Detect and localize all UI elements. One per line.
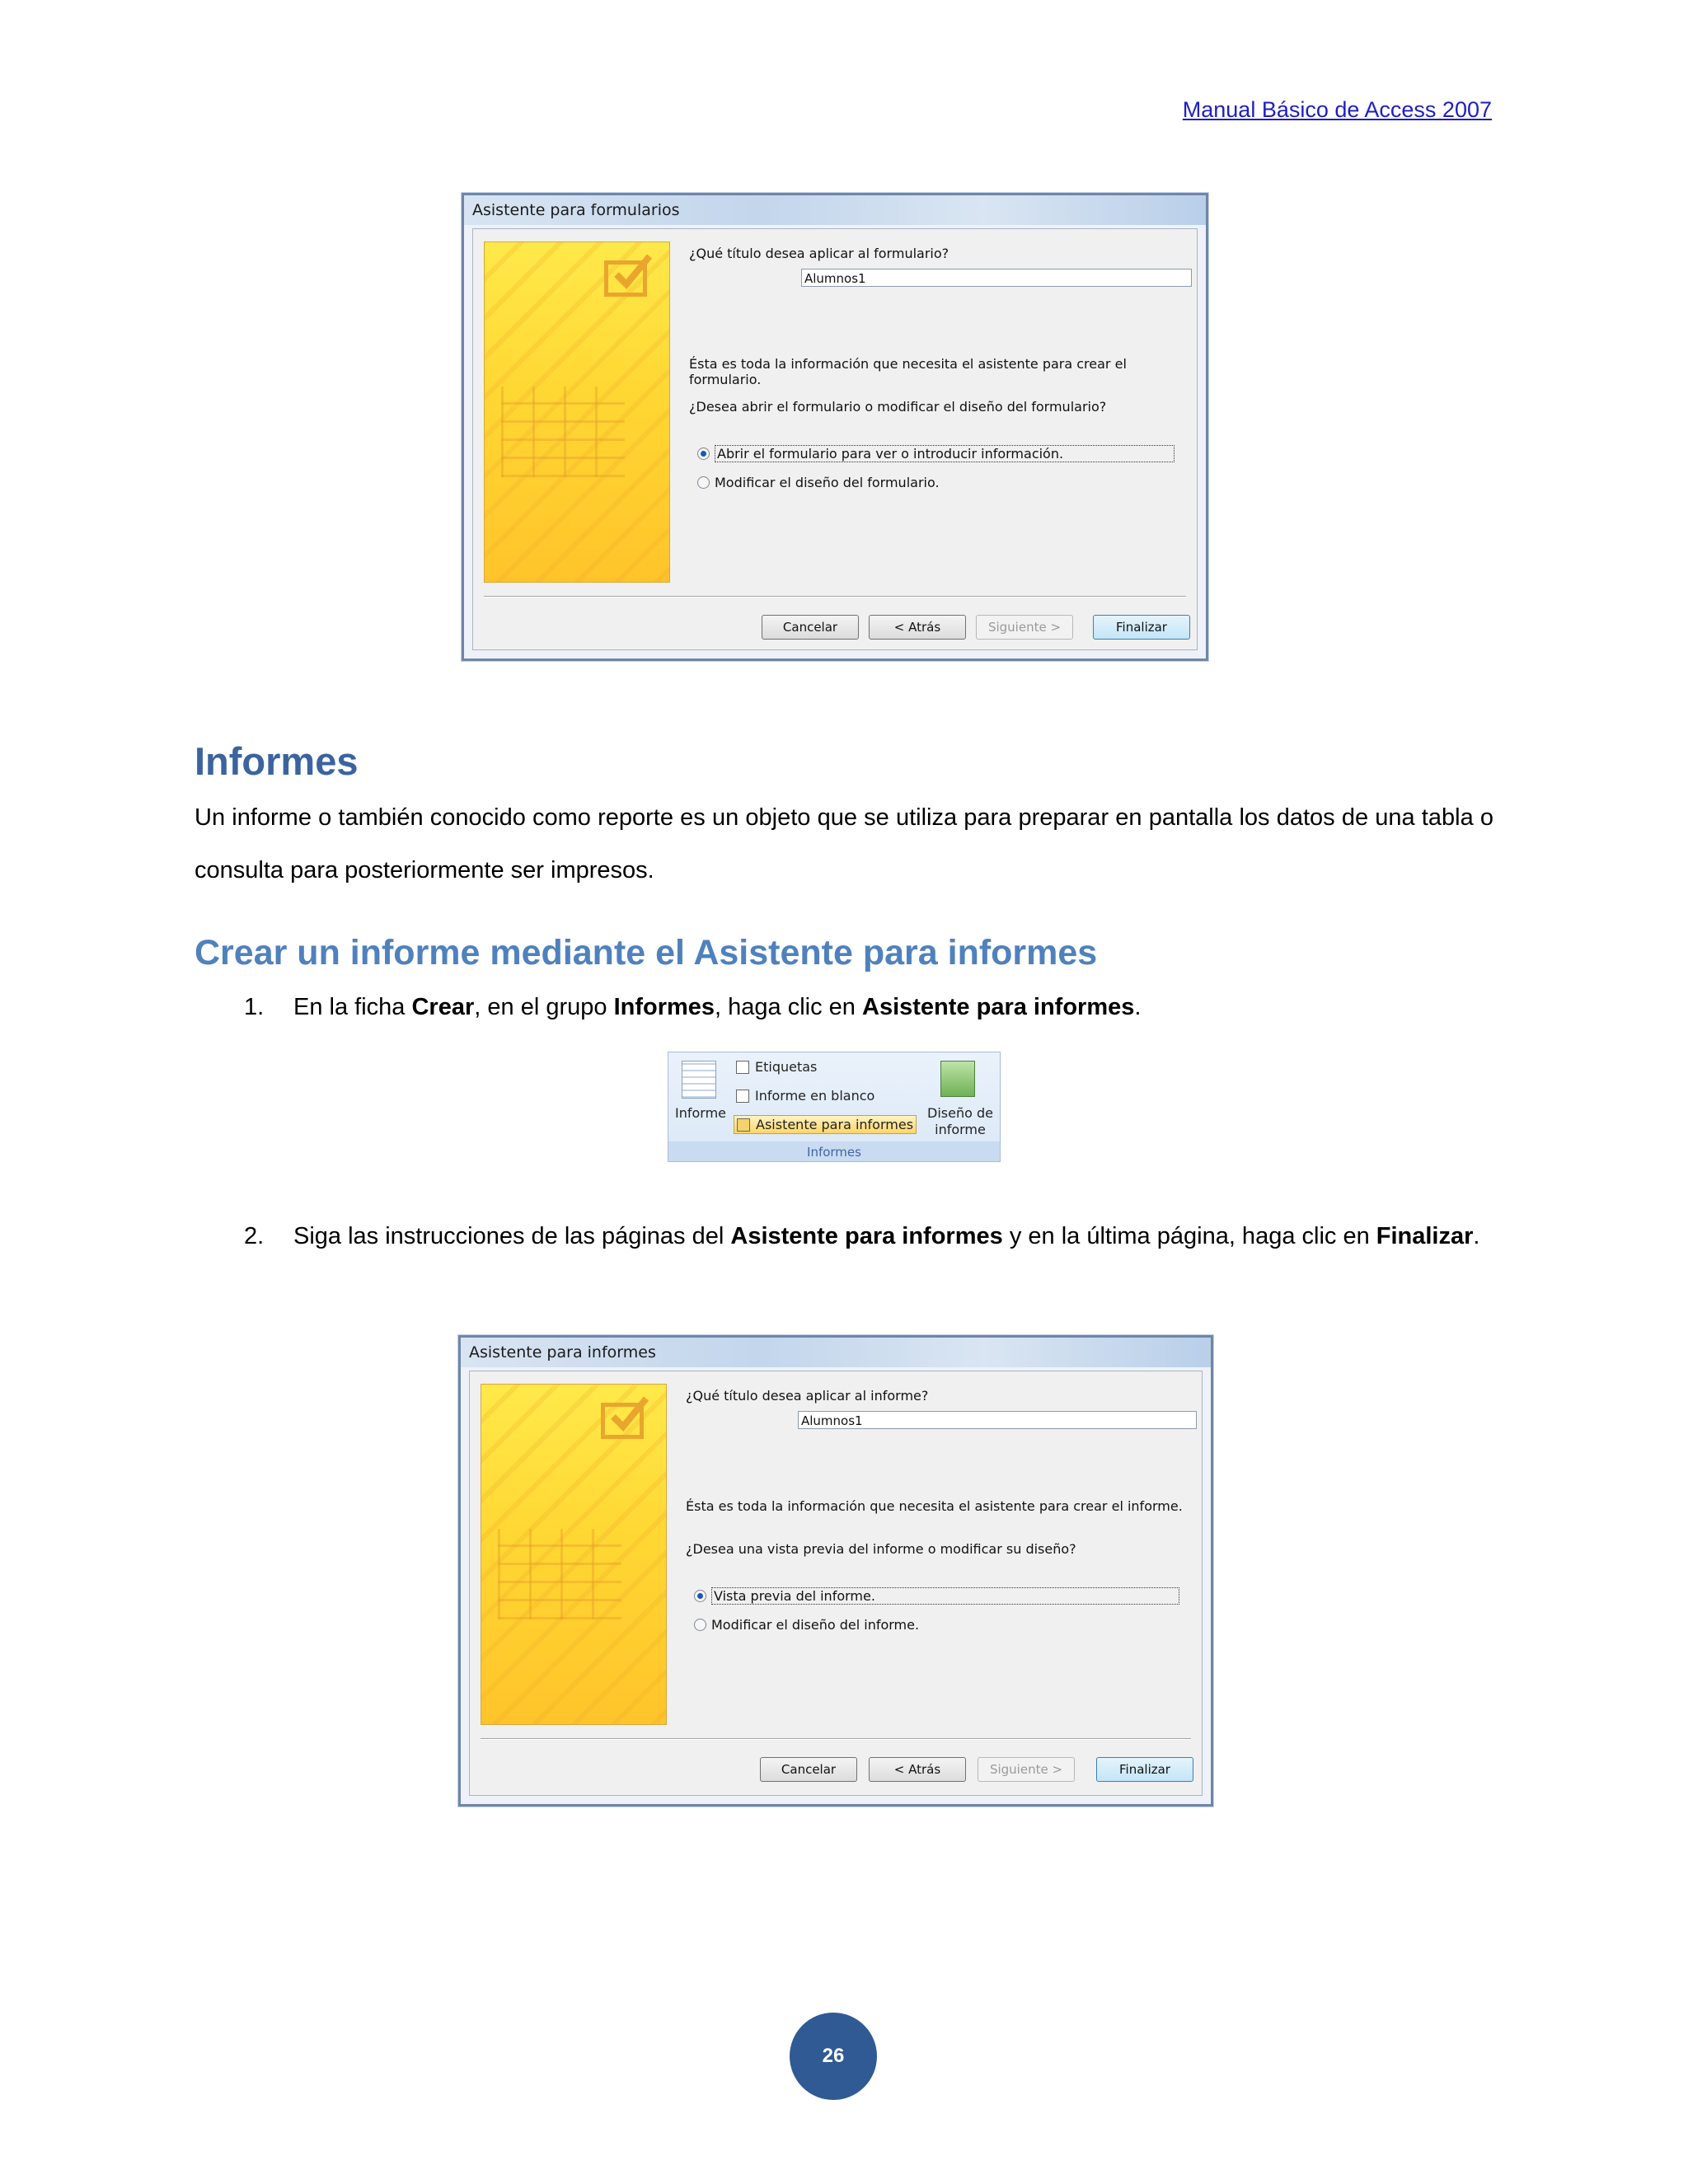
option-modify-design[interactable] [694, 1617, 919, 1633]
dialog-separator [481, 1738, 1191, 1740]
report-design-icon[interactable] [940, 1061, 975, 1097]
preview-question: ¿Desea una vista previa del informe o modificar su diseño? [686, 1541, 1076, 1557]
header-manual-link[interactable]: Manual Básico de Access 2007 [1182, 97, 1492, 122]
option-preview[interactable] [694, 1587, 1179, 1605]
option-open-form[interactable] [697, 445, 1175, 462]
title-input[interactable]: Alumnos1 [798, 1411, 1197, 1429]
blank-report-icon [736, 1090, 749, 1103]
step-number: 1. [244, 994, 265, 1020]
subsection-heading: Crear un informe mediante el Asistente para informes [195, 933, 1098, 972]
radio-icon[interactable] [697, 476, 710, 489]
ribbon-group-label: Informes [807, 1145, 861, 1160]
report-icon[interactable] [682, 1061, 716, 1099]
open-question: ¿Desea abrir el formulario o modificar el diseño del formulario? [689, 399, 1107, 415]
labels-icon [736, 1061, 749, 1074]
form-wizard-title: Asistente para formularios [472, 201, 680, 219]
option-preview-label: Vista previa del informe. [711, 1587, 1179, 1605]
step-text: En la ficha Crear, en el grupo Informes, haga clic en Asistente para informes. [293, 994, 1142, 1020]
report-wizard-body [469, 1371, 1203, 1796]
checkmark-icon [601, 1403, 644, 1439]
report-wizard-dialog [458, 1335, 1213, 1807]
step-number: 2. [244, 1223, 265, 1249]
ribbon-informe-blanco-button[interactable]: Informe en blanco [736, 1088, 874, 1104]
wizard-side-image [484, 241, 670, 583]
title-question: ¿Qué título desea aplicar al informe? [686, 1388, 929, 1404]
cancel-button[interactable]: Cancelar [760, 1757, 857, 1782]
title-input[interactable]: Alumnos1 [801, 269, 1192, 287]
ribbon-diseno-button[interactable]: Diseño de informe [927, 1105, 993, 1137]
option-modify-design-label: Modificar el diseño del formulario. [715, 475, 940, 490]
step-2 [195, 1210, 1493, 1315]
wizard-side-image [481, 1384, 667, 1725]
cancel-button[interactable]: Cancelar [762, 615, 859, 640]
ribbon-etiquetas-button[interactable]: Etiquetas [736, 1059, 817, 1075]
info-text: Ésta es toda la información que necesita el asistente para crear el informe. [686, 1498, 1183, 1514]
dialog-separator [484, 596, 1186, 598]
report-wizard-title: Asistente para informes [469, 1343, 656, 1361]
checkmark-icon [604, 260, 647, 297]
option-open-form-label: Abrir el formulario para ver o introducir información. [715, 445, 1175, 462]
title-question: ¿Qué título desea aplicar al formulario? [689, 246, 950, 261]
info-text: Ésta es toda la información que necesita el asistente para crear el formulario. [689, 356, 1127, 387]
radio-selected-icon[interactable] [697, 448, 710, 460]
wizard-icon [737, 1118, 750, 1132]
back-button[interactable]: < Atrás [869, 1757, 966, 1782]
ribbon-asistente-button[interactable]: Asistente para informes [734, 1115, 917, 1134]
form-wizard-dialog [462, 193, 1208, 661]
side-grid-graphic [498, 1529, 621, 1619]
form-wizard-body [472, 228, 1198, 650]
finish-button[interactable]: Finalizar [1096, 1757, 1193, 1782]
ribbon-informes-group [668, 1052, 1001, 1162]
back-button[interactable]: < Atrás [869, 615, 966, 640]
side-grid-graphic [501, 387, 625, 477]
option-modify-design-label: Modificar el diseño del informe. [711, 1617, 920, 1633]
step-1 [195, 981, 1493, 1033]
page-number-badge: 26 [790, 2013, 877, 2100]
report-wizard-titlebar [461, 1338, 1211, 1367]
next-button[interactable]: Siguiente > [978, 1757, 1075, 1782]
radio-selected-icon[interactable] [694, 1590, 706, 1602]
step-text: Siga las instrucciones de las páginas del Asistente para informes y en la última página, haga clic en Finalizar. [293, 1223, 1480, 1249]
next-button[interactable]: Siguiente > [976, 615, 1073, 640]
intro-paragraph: Un informe o también conocido como reporte es un objeto que se utiliza para preparar en pantalla los datos de una tabla o consulta para posteriormente ser impresos. [195, 804, 1493, 883]
ribbon-informe-button[interactable]: Informe [675, 1105, 727, 1121]
form-wizard-titlebar [464, 195, 1206, 225]
option-modify-design[interactable] [697, 475, 940, 490]
section-heading: Informes [195, 739, 359, 783]
radio-icon[interactable] [694, 1619, 706, 1631]
finish-button[interactable]: Finalizar [1093, 615, 1190, 640]
